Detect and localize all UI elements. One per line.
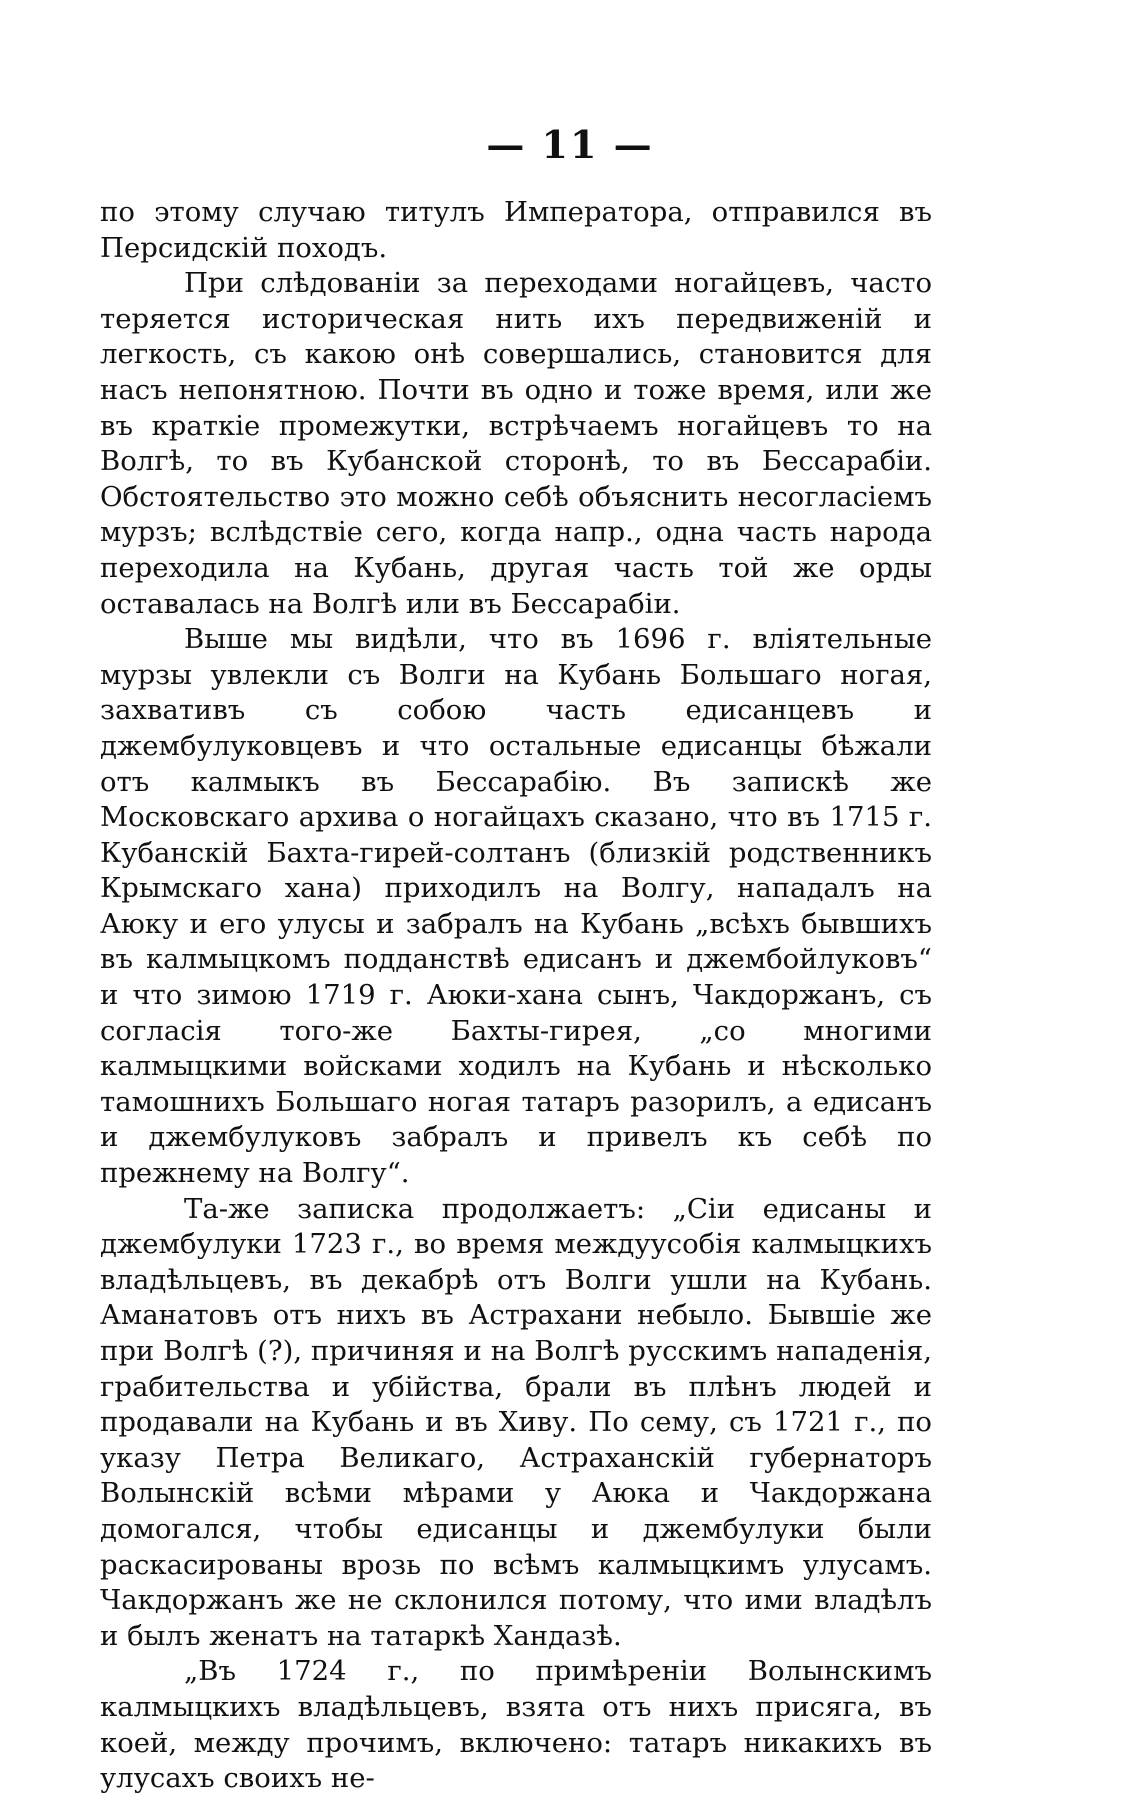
paragraph: Выше мы видѣли, что въ 1696 г. вліятельные мурзы увлекли съ Волги на Кубань Большаго ногая, захвативъ съ собою часть едисанцевъ и джембулуковцевъ и что остальные едисанцы бѣжали отъ калмыкъ въ Бессарабію. Въ запискѣ же Московскаго архива о ногайцахъ сказано, что въ 1715 г. Кубанскій Бахта-гирей-солтанъ (близкій родственникъ Крымскаго хана) приходилъ на Волгу, нападалъ на Аюку и его улусы и забралъ на Кубань „всѣхъ бывшихъ въ калмыцкомъ подданствѣ едисанъ и джембойлуковъ“ и что зимою 1719 г. Аюки-хана сынъ, Чакдоржанъ, съ согласія того-же Бахты-гирея, „со многими калмыцкими войсками ходилъ на Кубань и нѣсколько тамошнихъ Большаго ногая татаръ разорилъ, а едисанъ и джембулуковъ забралъ и привелъ къ себѣ по прежнему на Волгу“. (100, 623, 932, 1190)
paragraph: „Въ 1724 г., по примѣреніи Волынскимъ калмыцкихъ владѣльцевъ, взята отъ нихъ присяга, въ коей, между прочимъ, включено: татаръ никакихъ въ улусахъ своихъ не- (100, 1655, 932, 1795)
page-number: — 11 — (486, 122, 654, 167)
paragraph: по этому случаю титулъ Императора, отправился въ Персидскій походъ. (100, 196, 932, 264)
body-text (100, 195, 932, 1797)
paragraph: При слѣдованіи за переходами ногайцевъ, часто теряется историческая нить ихъ передвиженій и легкость, съ какою онѣ совершались, становится для насъ непонятною. Почти въ одно и тоже время, или же въ краткіе промежутки, встрѣчаемъ ногайцевъ то на Волгѣ, то въ Кубанской сторонѣ, то въ Бессарабіи. Обстоятельство это можно себѣ объяснить несогласіемъ мурзъ; вслѣдствіе сего, когда напр., одна часть народа переходила на Кубань, другая часть той же орды оставалась на Волгѣ или въ Бессарабіи. (100, 267, 932, 620)
paragraph: Та-же записка продолжаетъ: „Сіи едисаны и джембулуки 1723 г., во время междуусобія калмыцкихъ владѣльцевъ, въ декабрѣ отъ Волги ушли на Кубань. Аманатовъ отъ нихъ въ Астрахани небыло. Бывшіе же при Волгѣ (?), причиняя и на Волгѣ русскимъ нападенія, грабительства и убійства, брали въ плѣнъ людей и продавали на Кубань и въ Хиву. По сему, съ 1721 г., по указу Петра Великаго, Астраханскій губернаторъ Волынскій всѣми мѣрами у Аюка и Чакдоржана домогался, чтобы едисанцы и джембулуки были раскасированы врозь по всѣмъ калмыцкимъ улусамъ. Чакдоржанъ же не склонился потому, что ими владѣлъ и былъ женатъ на татаркѣ Хандазѣ. (100, 1192, 932, 1652)
